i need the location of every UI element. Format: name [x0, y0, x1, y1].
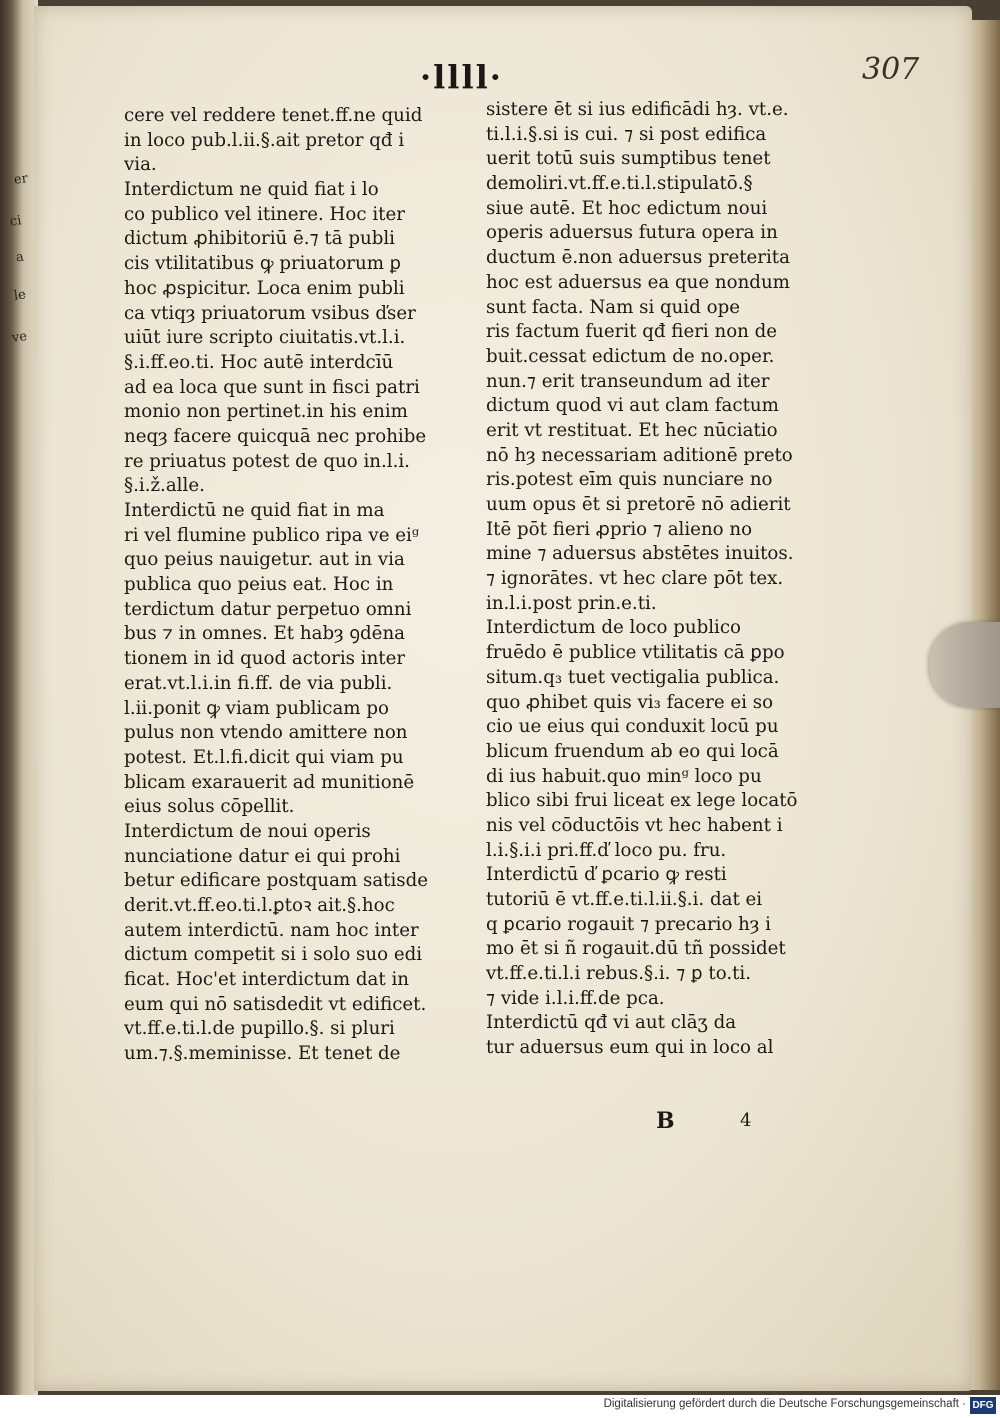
text-line: autem interdictū. nam hoc inter — [124, 919, 419, 941]
funding-credit: Digitalisierung gefördert durch die Deutsche Forschungsgemeinschaft · — [603, 1398, 966, 1410]
dfg-logo: DFG — [970, 1397, 996, 1414]
text-line: ca vtiqȝ priuatorum vsibus ďser — [124, 302, 416, 324]
text-line: blico sibi frui liceat ex lege locatō — [486, 790, 798, 812]
text-line: fruēdo ē publice vtilitatis cā ꝑpo — [486, 642, 785, 664]
margin-fragment: a — [14, 249, 25, 266]
text-line: uiūt iure scripto ciuitatis.vt.l.i. — [124, 327, 406, 349]
text-line: ris.potest eīm quis nunciare no — [486, 469, 773, 491]
text-line: ductum ē.non aduersus preterita — [486, 247, 790, 269]
text-line: Interdictum de noui operis — [124, 820, 371, 842]
text-line: nun.⁊ erit transeundum ad iter — [486, 370, 770, 392]
text-line: ad ea loca que sunt in fisci patri — [124, 376, 420, 398]
text-line: cio ue eius qui conduxit locū pu — [486, 716, 779, 738]
text-line: §.i.ž.alle. — [124, 475, 205, 497]
text-line: Interdictū ď ꝑcario ꝙ resti — [486, 864, 727, 886]
credit-bar — [0, 1395, 1000, 1418]
text-line: nō hȝ necessariam aditionē preto — [486, 444, 793, 466]
text-line: dictum competit si i solo suo edi — [124, 944, 423, 966]
text-line: hoc est aduersus ea que nondum — [486, 271, 790, 293]
text-line: ris factum fuerit qđ fieri non de — [486, 321, 778, 343]
text-line: Itē pōt fieri ꝓprio ⁊ alieno no — [486, 518, 753, 540]
text-line: nunciatione datur ei qui prohi — [124, 845, 401, 867]
text-line: erit vt restituat. Et hec nūciatio — [486, 419, 778, 441]
text-line: tionem in id quod actoris inter — [124, 648, 406, 670]
text-line: monio non pertinet.in his enim — [124, 401, 408, 423]
text-line: siue autē. Et hoc edictum noui — [486, 197, 768, 219]
margin-fragment: ci — [9, 213, 23, 230]
text-line: vt.ff.e.ti.l.i rebus.§.i. ⁊ ꝑ to.ti. — [486, 963, 752, 985]
text-line: in loco pub.l.ii.§.ait pretor qđ i — [124, 129, 405, 151]
text-line: demoliri.vt.ff.e.ti.l.stipulatō.§ — [486, 173, 753, 195]
text-line: Interdictum ne quid fiat i lo — [124, 179, 379, 201]
text-line: l.i.§.i.i pri.ff.ď loco pu. fru. — [486, 839, 727, 861]
text-line: quo ꝓhibet quis vi₃ facere ei so — [486, 691, 774, 713]
text-line: Interdictū qđ vi aut clāʒ da — [486, 1012, 737, 1034]
text-line: via. — [124, 154, 157, 176]
text-line: potest. Et.l.fi.dicit qui viam pu — [124, 746, 404, 768]
text-line: dictum ꝓhibitoriū ē.⁊ tā publi — [124, 228, 395, 250]
signature-mark-letter: B — [656, 1108, 675, 1134]
text-line: blicum fruendum ab eo qui locā — [486, 740, 779, 762]
text-line: buit.cessat edictum de no.oper. — [486, 345, 775, 367]
facing-page-edge — [0, 0, 38, 1395]
text-line: ⁊ vide i.l.i.ff.de pca. — [486, 987, 665, 1009]
text-line: publica quo peius eat. Hoc in — [124, 574, 394, 596]
text-line: bus ⁊ in omnes. Et habȝ ꝯdēna — [124, 623, 406, 645]
margin-fragment: er — [13, 171, 29, 188]
text-line: q ꝑcario rogauit ⁊ precario hȝ i — [486, 913, 771, 935]
text-line: l.ii.ponit ꝙ viam publicam po — [124, 697, 389, 719]
text-line: hoc ꝓspicitur. Loca enim publi — [124, 277, 405, 299]
text-line: di ius habuit.quo minᵍ loco pu — [486, 765, 762, 787]
text-line: sistere ēt si ius edificādi hȝ. vt.e. — [486, 99, 789, 120]
text-column-left — [124, 104, 454, 1067]
text-line: tutoriū ē vt.ff.e.ti.l.ii.§.i. dat ei — [486, 889, 763, 910]
text-line: uum opus ēt si pretorē nō adierit — [486, 494, 791, 515]
text-line: neqȝ facere quicquā nec prohibe — [124, 425, 427, 447]
text-line: vt.ff.e.ti.l.de pupillo.§. si pluri — [124, 1018, 395, 1040]
text-line: quo peius nauigetur. aut in via — [124, 549, 405, 571]
text-line: dictum quod vi aut clam factum — [486, 395, 779, 417]
page-header-signature: ·llll· — [420, 58, 503, 96]
text-line: nis vel cōductōis vt hec habent i — [486, 814, 783, 836]
text-line: sunt facta. Nam si quid ope — [486, 296, 740, 318]
text-line: ⁊ ignorātes. vt hec clare pōt tex. — [486, 568, 784, 590]
text-line: mine ⁊ aduersus abstētes inuitos. — [486, 543, 794, 565]
text-line: Interdictum de loco publico — [486, 617, 741, 639]
text-line: ficat. Hoc'et interdictum dat in — [124, 969, 409, 991]
text-line: cis vtilitatibus ꝙ priuatorum ꝑ — [124, 253, 401, 275]
text-line: eius solus cōpellit. — [124, 796, 295, 818]
text-line: in.l.i.post prin.e.ti. — [486, 592, 657, 614]
text-line: terdictum datur perpetuo omni — [124, 598, 412, 620]
page-clip — [930, 622, 1000, 708]
text-line: tur aduersus eum qui in loco al — [486, 1037, 774, 1059]
text-line: mo ēt si ñ rogauit.dū tñ possidet — [486, 938, 786, 960]
text-line: uerit totū suis sumptibus tenet — [486, 148, 771, 170]
text-line: um.⁊.§.meminisse. Et tenet de — [124, 1043, 401, 1065]
text-column-right — [486, 98, 816, 1061]
text-line: re priuatus potest de quo in.l.i. — [124, 450, 410, 472]
text-line: eum qui nō satisdedit vt edificet. — [124, 993, 427, 1015]
text-line: erat.vt.l.i.in fi.ff. de via publi. — [124, 672, 393, 694]
text-line: ti.l.i.§.si is cui. ⁊ si post edifica — [486, 123, 767, 145]
text-line: ri vel flumine publico ripa ve eiᵍ — [124, 524, 420, 546]
margin-fragment: le — [13, 287, 27, 304]
text-line: derit.vt.ff.eo.ti.l.ꝑtoꝛ ait.§.hoc — [124, 895, 395, 916]
text-line: betur edificare postquam satisde — [124, 870, 429, 892]
text-line: blicam exarauerit ad munitionē — [124, 771, 415, 793]
text-line: §.i.ff.eo.ti. Hoc autē interdcīū — [124, 351, 394, 373]
margin-fragment: ve — [11, 329, 29, 346]
text-line: cere vel reddere tenet.ff.ne quid — [124, 105, 423, 126]
text-line: operis aduersus futura opera in — [486, 222, 778, 244]
signature-mark-number: 4 — [740, 1110, 752, 1131]
text-line: situm.q₃ tuet vectigalia publica. — [486, 666, 780, 688]
text-line: Interdictū ne quid fiat in ma — [124, 500, 385, 521]
text-line: pulus non vtendo amittere non — [124, 722, 408, 744]
text-line: co publico vel itinere. Hoc iter — [124, 203, 405, 225]
folio-number: 307 — [862, 52, 920, 87]
